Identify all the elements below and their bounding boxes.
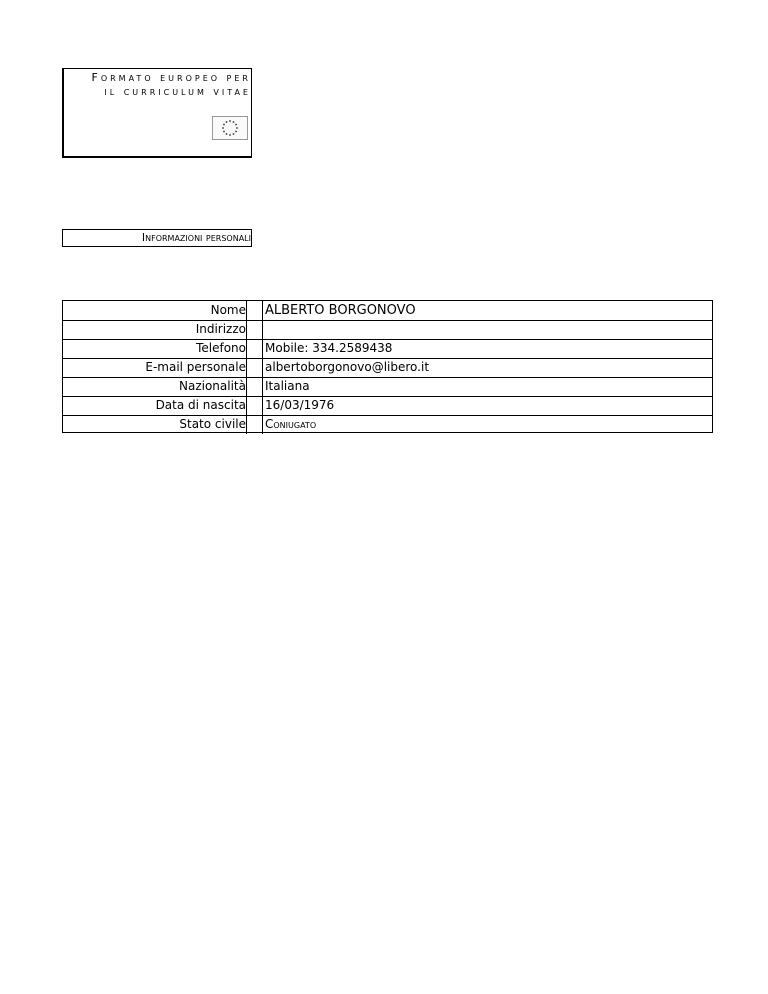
eu-flag-icon <box>212 116 248 140</box>
header-title-line-1: Formato europeo per <box>91 71 251 84</box>
header-title-line-2: il curriculum vitae <box>104 85 251 98</box>
info-label: Nazionalità <box>63 377 247 396</box>
info-value: 16/03/1976 <box>262 396 334 415</box>
personal-info-table <box>62 300 713 433</box>
info-value: Mobile: 334.2589438 <box>262 339 392 358</box>
info-label: Stato civile <box>63 415 247 434</box>
info-row-nome <box>63 301 712 321</box>
info-label: Data di nascita <box>63 396 247 415</box>
info-label: E-mail personale <box>63 358 247 377</box>
info-value: ALBERTO BORGONOVO <box>262 301 416 320</box>
info-row-data-nascita <box>63 396 712 416</box>
info-value <box>262 320 265 339</box>
info-value: albertoborgonovo@libero.it <box>262 358 429 377</box>
info-row-telefono <box>63 339 712 359</box>
info-row-stato-civile <box>63 415 712 434</box>
section-header-box <box>62 229 252 247</box>
info-label: Telefono <box>63 339 247 358</box>
cv-header-box <box>62 68 252 158</box>
info-value: Italiana <box>262 377 310 396</box>
info-value: Coniugato <box>262 415 316 434</box>
section-title-personal-info: Informazioni personali <box>141 231 251 244</box>
info-label: Nome <box>63 301 247 320</box>
info-row-nazionalita <box>63 377 712 397</box>
info-row-indirizzo <box>63 320 712 340</box>
info-label: Indirizzo <box>63 320 247 339</box>
info-row-email <box>63 358 712 378</box>
